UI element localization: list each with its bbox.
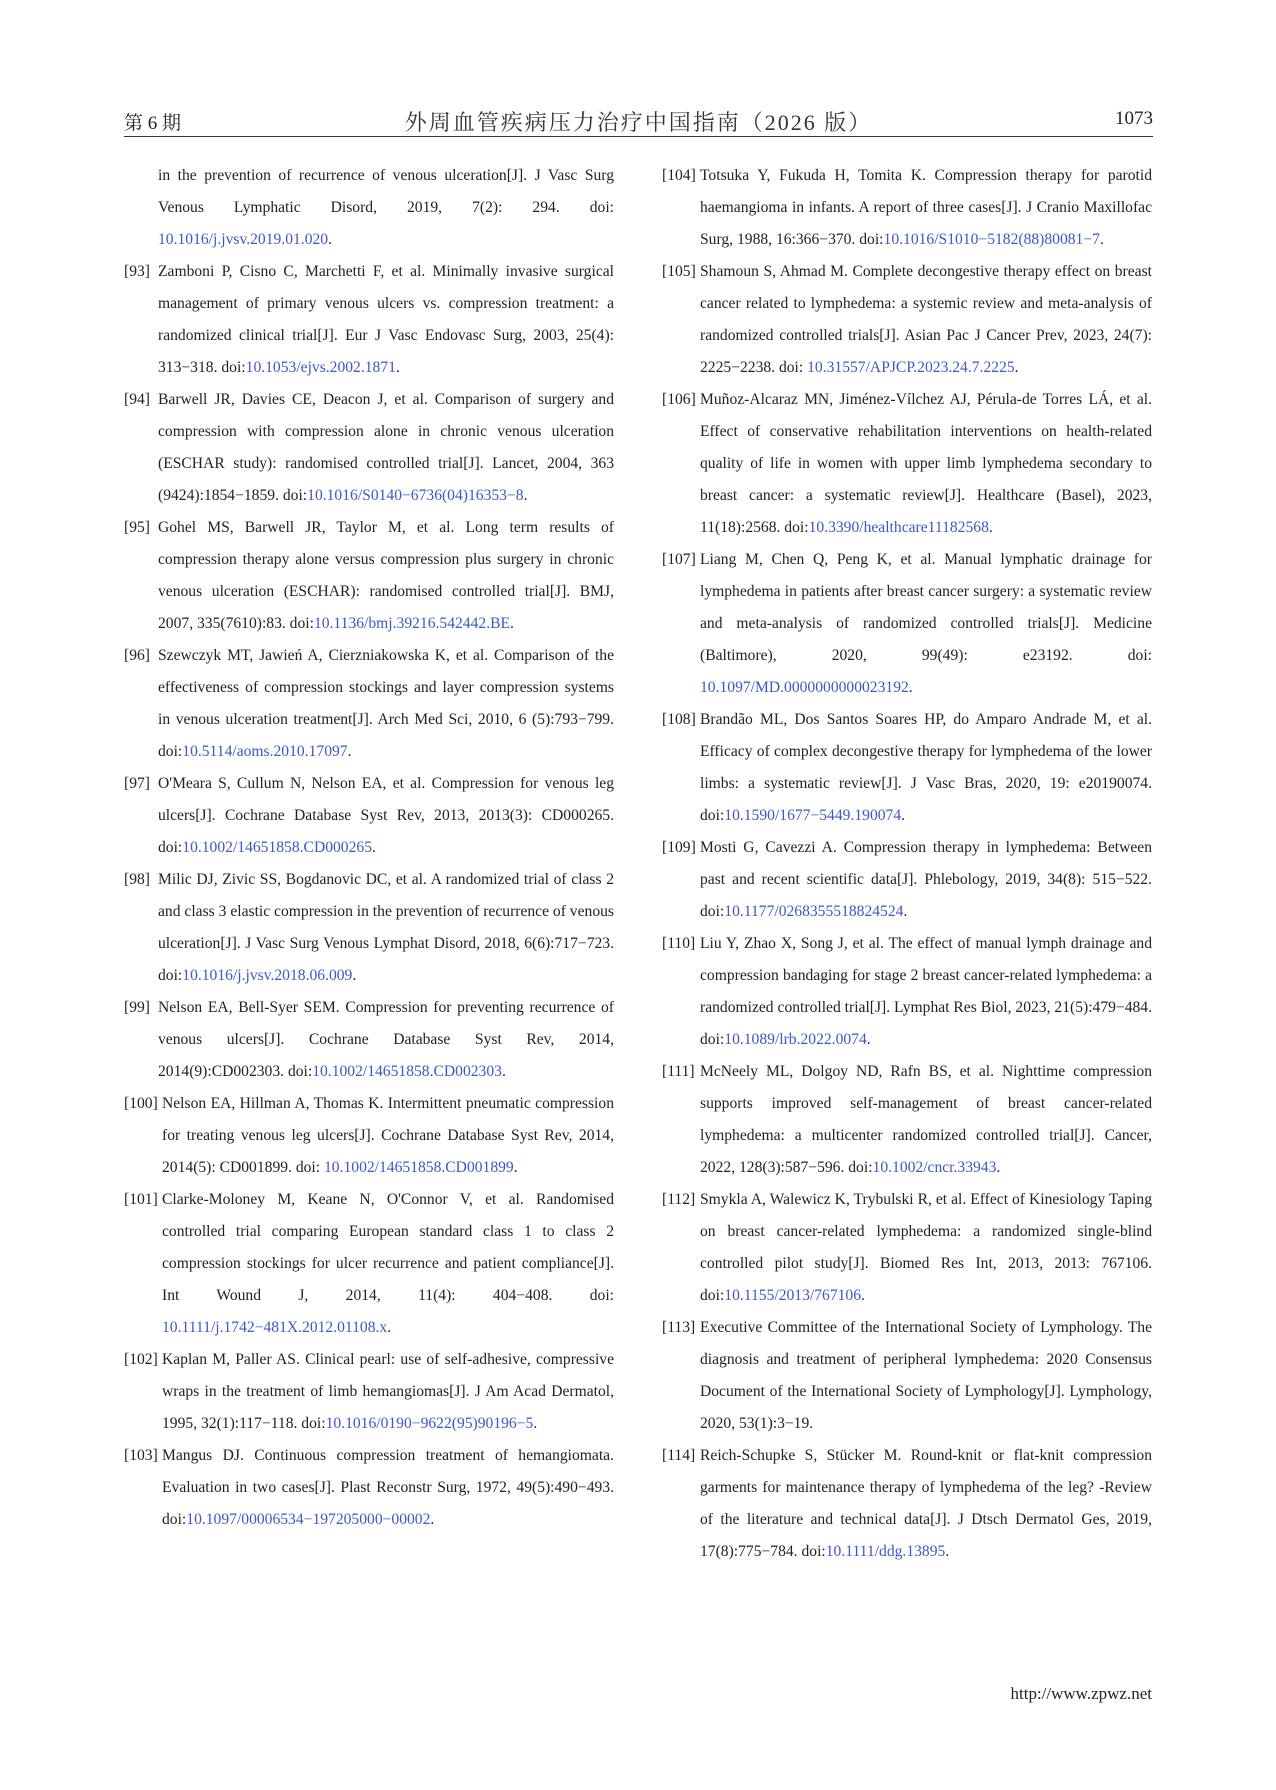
reference-entry: [110] Liu Y, Zhao X, Song J, et al. The effect of manual lymph drainage and compression bandaging for stage 2 breast cancer-related lymphedema: a randomized controlled trial[J]. Lymphat Res Biol, 2023, 21(5):479−484. doi:10.1089/lrb.2022.0074. (662, 928, 1152, 1056)
reference-entry (662, 1312, 1152, 1440)
reference-entry: [103] Mangus DJ. Continuous compression treatment of hemangiomata. Evaluation in two cases[J]. Plast Reconstr Surg, 1972, 49(5):490−493. doi:10.1097/00006534−197205000−00002. (124, 1440, 614, 1536)
reference-number: [113] (662, 1319, 696, 1336)
page-number: 1073 (1115, 108, 1153, 129)
doi-link[interactable]: 10.1590/1677−5449.190074 (724, 807, 902, 824)
footer-url[interactable]: http://www.zpwz.net (1010, 1684, 1152, 1703)
reference-entry: [101] Clarke-Moloney M, Keane N, O'Connor V, et al. Randomised controlled trial comparing European standard class 1 to class 2 compression stockings for ulcer recurrence and patient compliance[J]. Int Wound J, 2014, 11(4): 404−408. doi: 10.1111/j.1742−481X.2012.01108.x. (124, 1184, 614, 1344)
reference-entry: [100] Nelson EA, Hillman A, Thomas K. Intermittent pneumatic compression for treating venous leg ulcers[J]. Cochrane Database Syst Rev, 2014, 2014(5): CD001899. doi: 10.1002/14651858.CD001899. (124, 1088, 614, 1184)
reference-number: [97] (124, 775, 150, 792)
reference-entry: [96] Szewczyk MT, Jawień A, Cierzniakowska K, et al. Comparison of the effectiveness of compression stockings and layer compression systems in venous ulceration treatment[J]. Arch Med Sci, 2010, 6 (5):793−799. doi:10.5114/aoms.2010.17097. (124, 640, 614, 768)
reference-text: Nelson EA, Hillman A, Thomas K. Intermittent pneumatic compression for treating venous leg ulcers[J]. Cochrane Database Syst Rev, 2014, 2014(5): CD001899. doi: (162, 1095, 614, 1176)
doi-link[interactable]: 10.31557/APJCP.2023.24.7.2225 (807, 359, 1015, 376)
reference-number: [111] (662, 1063, 695, 1080)
doi-link[interactable]: 10.1155/2013/767106 (724, 1287, 862, 1304)
reference-number: [103] (124, 1447, 158, 1464)
doi-link[interactable]: 10.1016/S1010−5182(88)80081−7 (883, 231, 1100, 248)
doi-link[interactable]: 10.3390/healthcare11182568 (808, 519, 989, 536)
reference-number: [101] (124, 1191, 158, 1208)
doi-link[interactable]: 10.1016/j.jvsv.2019.01.020 (158, 231, 329, 248)
reference-continuation: in the prevention of recurrence of venous ulceration[J]. J Vasc Surg Venous Lymphatic Disord, 2019, 7(2): 294. doi: 10.1016/j.jvsv.2019.01.020. (158, 167, 614, 248)
reference-number: [107] (662, 551, 696, 568)
reference-number: [94] (124, 391, 150, 408)
doi-link[interactable]: 10.1136/bmj.39216.542442.BE (313, 615, 511, 632)
reference-entry: [108] Brandão ML, Dos Santos Soares HP, do Amparo Andrade M, et al. Efficacy of complex decongestive therapy for lymphedema of the lower limbs: a systematic review[J]. J Vasc Bras, 2020, 19: e20190074. doi:10.1590/1677−5449.190074. (662, 704, 1152, 832)
reference-entry: [111] McNeely ML, Dolgoy ND, Rafn BS, et al. Nighttime compression supports improved self-management of breast cancer-related lymphedema: a multicenter randomized controlled trial[J]. Cancer, 2022, 128(3):587−596. doi:10.1002/cncr.33943. (662, 1056, 1152, 1184)
doi-link[interactable]: 10.5114/aoms.2010.17097 (182, 743, 348, 760)
journal-running-title: 外周血管疾病压力治疗中国指南（2026 版） (404, 110, 873, 135)
right-reference-column (662, 160, 1152, 1568)
reference-entry: [99] Nelson EA, Bell-Syer SEM. Compression for preventing recurrence of venous ulcers[J]. Cochrane Database Syst Rev, 2014, 2014(9):CD002303. doi:10.1002/14651858.CD002303. (124, 992, 614, 1088)
reference-text: Reich-Schupke S, Stücker M. Round-knit or flat-knit compression garments for maintenance therapy of lymphedema of the leg? -Review of the literature and technical data[J]. J Dtsch Dermatol Ges, 2019, 17(8):775−784. doi: (700, 1447, 1152, 1560)
reference-number: [99] (124, 999, 150, 1016)
doi-link[interactable]: 10.1111/ddg.13895 (825, 1543, 946, 1560)
reference-number: [106] (662, 391, 696, 408)
reference-entry: [97] O'Meara S, Cullum N, Nelson EA, et al. Compression for venous leg ulcers[J]. Cochrane Database Syst Rev, 2013, 2013(3): CD000265. doi:10.1002/14651858.CD000265. (124, 768, 614, 864)
doi-link[interactable]: 10.1097/MD.0000000000023192 (700, 679, 909, 696)
doi-link[interactable]: 10.1002/14651858.CD000265 (182, 839, 372, 856)
reference-entry: [98] Milic DJ, Zivic SS, Bogdanovic DC, et al. A randomized trial of class 2 and class 3 elastic compression in the prevention of recurrence of venous ulceration[J]. J Vasc Surg Venous Lymphat Disord, 2018, 6(6):717−723. doi:10.1016/j.jvsv.2018.06.009. (124, 864, 614, 992)
reference-text: in the prevention of recurrence of venous ulceration[J]. J Vasc Surg Venous Lymphatic Disord, 2019, 7(2): 294. doi: (158, 167, 614, 216)
reference-text: McNeely ML, Dolgoy ND, Rafn BS, et al. Nighttime compression supports improved self-management of breast cancer-related lymphedema: a multicenter randomized controlled trial[J]. Cancer, 2022, 128(3):587−596. doi: (700, 1063, 1152, 1176)
reference-text: Kaplan M, Paller AS. Clinical pearl: use of self-adhesive, compressive wraps in the treatment of limb hemangiomas[J]. J Am Acad Dermatol, 1995, 32(1):117−118. doi: (162, 1351, 614, 1432)
reference-text: Shamoun S, Ahmad M. Complete decongestive therapy effect on breast cancer related to lymphedema: a systemic review and meta-analysis of randomized controlled trials[J]. Asian Pac J Cancer Prev, 2023, 24(7): 2225−2238. doi: (700, 263, 1152, 376)
reference-text: Clarke-Moloney M, Keane N, O'Connor V, et al. Randomised controlled trial comparing European standard class 1 to class 2 compression stockings for ulcer recurrence and patient compliance[J]. Int Wound J, 2014, 11(4): 404−408. doi: (162, 1191, 614, 1304)
reference-text: Liu Y, Zhao X, Song J, et al. The effect of manual lymph drainage and compression bandaging for stage 2 breast cancer-related lymphedema: a randomized controlled trial[J]. Lymphat Res Biol, 2023, 21(5):479−484. doi: (700, 935, 1152, 1048)
reference-number: [114] (662, 1447, 696, 1464)
reference-entry: [106] Muñoz-Alcaraz MN, Jiménez-Vílchez AJ, Pérula-de Torres LÁ, et al. Effect of conservative rehabilitation interventions on health-related quality of life in women with upper limb lymphedema secondary to breast cancer: a systematic review[J]. Healthcare (Basel), 2023, 11(18):2568. doi:10.3390/healthcare11182568. (662, 384, 1152, 544)
reference-text: Executive Committee of the International Society of Lymphology. The diagnosis and treatment of peripheral lymphedema: 2020 Consensus Document of the International Society of Lymphology[J]. Lymphology, 2020, 53(1):3−19. (700, 1319, 1152, 1432)
doi-link[interactable]: 10.1016/S0140−6736(04)16353−8 (307, 487, 524, 504)
doi-link[interactable]: 10.1111/j.1742−481X.2012.01108.x (162, 1319, 388, 1336)
reference-text: Zamboni P, Cisno C, Marchetti F, et al. Minimally invasive surgical management of primary venous ulcers vs. compression treatment: a randomized clinical trial[J]. Eur J Vasc Endovasc Surg, 2003, 25(4): 313−318. doi: (158, 263, 614, 376)
reference-text: Mangus DJ. Continuous compression treatment of hemangiomata. Evaluation in two cases[J]. Plast Reconstr Surg, 1972, 49(5):490−493. doi: (162, 1447, 614, 1528)
doi-link[interactable]: 10.1002/14651858.CD001899 (324, 1159, 514, 1176)
doi-link[interactable]: 10.1016/j.jvsv.2018.06.009 (182, 967, 353, 984)
reference-entry: [95] Gohel MS, Barwell JR, Taylor M, et al. Long term results of compression therapy alone versus compression plus surgery in chronic venous ulceration (ESCHAR): randomised controlled trial[J]. BMJ, 2007, 335(7610):83. doi:10.1136/bmj.39216.542442.BE. (124, 512, 614, 640)
reference-entry: [93] Zamboni P, Cisno C, Marchetti F, et al. Minimally invasive surgical management of primary venous ulcers vs. compression treatment: a randomized clinical trial[J]. Eur J Vasc Endovasc Surg, 2003, 25(4): 313−318. doi:10.1053/ejvs.2002.1871. (124, 256, 614, 384)
reference-entry: [107] Liang M, Chen Q, Peng K, et al. Manual lymphatic drainage for lymphedema in patients after breast cancer surgery: a systematic review and meta-analysis of randomized controlled trials[J]. Medicine (Baltimore), 2020, 99(49): e23192. doi: 10.1097/MD.0000000000023192. (662, 544, 1152, 704)
reference-entry: [109] Mosti G, Cavezzi A. Compression therapy in lymphedema: Between past and recent scientific data[J]. Phlebology, 2019, 34(8): 515−522. doi:10.1177/0268355518824524. (662, 832, 1152, 928)
reference-text: Gohel MS, Barwell JR, Taylor M, et al. Long term results of compression therapy alone versus compression plus surgery in chronic venous ulceration (ESCHAR): randomised controlled trial[J]. BMJ, 2007, 335(7610):83. doi: (158, 519, 614, 632)
reference-text: Brandão ML, Dos Santos Soares HP, do Amparo Andrade M, et al. Efficacy of complex decongestive therapy for lymphedema of the lower limbs: a systematic review[J]. J Vasc Bras, 2020, 19: e20190074. doi: (700, 711, 1152, 824)
doi-link[interactable]: 10.1002/14651858.CD002303 (312, 1063, 502, 1080)
reference-entry: [114] Reich-Schupke S, Stücker M. Round-knit or flat-knit compression garments for maintenance therapy of lymphedema of the leg? -Review of the literature and technical data[J]. J Dtsch Dermatol Ges, 2019, 17(8):775−784. doi:10.1111/ddg.13895. (662, 1440, 1152, 1568)
doi-link[interactable]: 10.1002/cncr.33943 (872, 1159, 997, 1176)
doi-link[interactable]: 10.1177/0268355518824524 (724, 903, 904, 920)
reference-number: [100] (124, 1095, 158, 1112)
reference-entry: [102] Kaplan M, Paller AS. Clinical pearl: use of self-adhesive, compressive wraps in the treatment of limb hemangiomas[J]. J Am Acad Dermatol, 1995, 32(1):117−118. doi:10.1016/0190−9622(95)90196−5. (124, 1344, 614, 1440)
reference-number: [104] (662, 167, 696, 184)
reference-text: Barwell JR, Davies CE, Deacon J, et al. Comparison of surgery and compression with compression alone in chronic venous ulceration (ESCHAR study): randomised controlled trial[J]. Lancet, 2004, 363 (9424):1854−1859. doi: (158, 391, 614, 504)
doi-link[interactable]: 10.1016/0190−9622(95)90196−5 (325, 1415, 534, 1432)
reference-text: Nelson EA, Bell-Syer SEM. Compression for preventing recurrence of venous ulcers[J]. Cochrane Database Syst Rev, 2014, 2014(9):CD002303. doi: (158, 999, 614, 1080)
reference-number: [96] (124, 647, 150, 664)
doi-link[interactable]: 10.1089/lrb.2022.0074 (724, 1031, 867, 1048)
issue-number: 第 6 期 (124, 113, 182, 134)
reference-number: [95] (124, 519, 150, 536)
reference-number: [108] (662, 711, 696, 728)
reference-number: [98] (124, 871, 150, 888)
reference-text: Milic DJ, Zivic SS, Bogdanovic DC, et al. A randomized trial of class 2 and class 3 elastic compression in the prevention of recurrence of venous ulceration[J]. J Vasc Surg Venous Lymphat Disord, 2018, 6(6):717−723. doi: (158, 871, 614, 984)
doi-link[interactable]: 10.1053/ejvs.2002.1871 (245, 359, 396, 376)
reference-number: [112] (662, 1191, 696, 1208)
reference-text: Szewczyk MT, Jawień A, Cierzniakowska K, et al. Comparison of the effectiveness of compression stockings and layer compression systems in venous ulceration treatment[J]. Arch Med Sci, 2010, 6 (5):793−799. doi: (158, 647, 614, 760)
reference-entry: [104] Totsuka Y, Fukuda H, Tomita K. Compression therapy for parotid haemangioma in infants. A report of three cases[J]. J Cranio Maxillofac Surg, 1988, 16:366−370. doi:10.1016/S1010−5182(88)80081−7. (662, 160, 1152, 256)
reference-text: Smykla A, Walewicz K, Trybulski R, et al. Effect of Kinesiology Taping on breast cancer-related lymphedema: a randomized single-blind controlled pilot study[J]. Biomed Res Int, 2013, 2013: 767106. doi: (700, 1191, 1152, 1304)
reference-number: [109] (662, 839, 696, 856)
reference-number: [102] (124, 1351, 158, 1368)
reference-text: Liang M, Chen Q, Peng K, et al. Manual lymphatic drainage for lymphedema in patients after breast cancer surgery: a systematic review and meta-analysis of randomized controlled trials[J]. Medicine (Baltimore), 2020, 99(49): e23192. doi: (700, 551, 1152, 664)
reference-entry: [105] Shamoun S, Ahmad M. Complete decongestive therapy effect on breast cancer related to lymphedema: a systemic review and meta-analysis of randomized controlled trials[J]. Asian Pac J Cancer Prev, 2023, 24(7): 2225−2238. doi: 10.31557/APJCP.2023.24.7.2225. (662, 256, 1152, 384)
reference-number: [105] (662, 263, 696, 280)
reference-entry: [112] Smykla A, Walewicz K, Trybulski R, et al. Effect of Kinesiology Taping on breast cancer-related lymphedema: a randomized single-blind controlled pilot study[J]. Biomed Res Int, 2013, 2013: 767106. doi:10.1155/2013/767106. (662, 1184, 1152, 1312)
left-reference-column (124, 160, 614, 1536)
reference-entry: [94] Barwell JR, Davies CE, Deacon J, et al. Comparison of surgery and compression with compression alone in chronic venous ulceration (ESCHAR study): randomised controlled trial[J]. Lancet, 2004, 363 (9424):1854−1859. doi:10.1016/S0140−6736(04)16353−8. (124, 384, 614, 512)
reference-text: Totsuka Y, Fukuda H, Tomita K. Compression therapy for parotid haemangioma in infants. A report of three cases[J]. J Cranio Maxillofac Surg, 1988, 16:366−370. doi: (700, 167, 1152, 248)
reference-text: Mosti G, Cavezzi A. Compression therapy in lymphedema: Between past and recent scientific data[J]. Phlebology, 2019, 34(8): 515−522. doi: (700, 839, 1152, 920)
reference-number: [93] (124, 263, 150, 280)
reference-text: O'Meara S, Cullum N, Nelson EA, et al. Compression for venous leg ulcers[J]. Cochrane Database Syst Rev, 2013, 2013(3): CD000265. doi: (158, 775, 614, 856)
reference-number: [110] (662, 935, 696, 952)
doi-link[interactable]: 10.1097/00006534−197205000−00002 (186, 1511, 431, 1528)
running-header (124, 106, 1153, 137)
reference-text: Muñoz-Alcaraz MN, Jiménez-Vílchez AJ, Pérula-de Torres LÁ, et al. Effect of conservative rehabilitation interventions on health-related quality of life in women with upper limb lymphedema secondary to breast cancer: a systematic review[J]. Healthcare (Basel), 2023, 11(18):2568. doi: (700, 391, 1152, 536)
